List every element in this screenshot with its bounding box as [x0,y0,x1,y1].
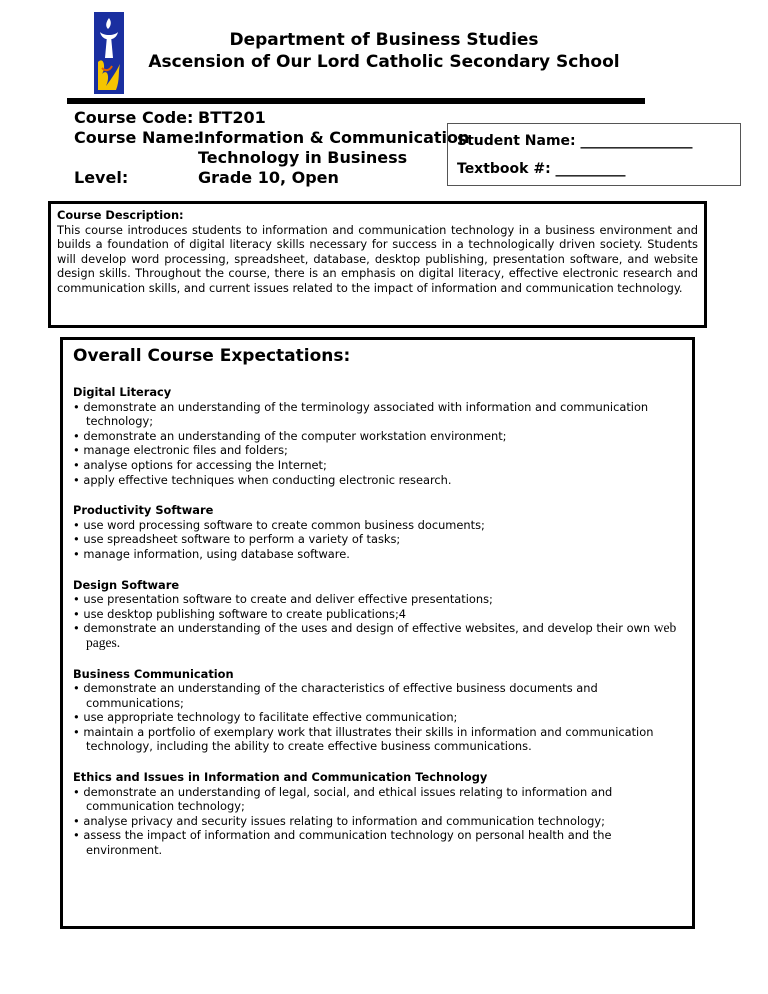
list-item: • apply effective techniques when conducting electronic research. [73,473,682,488]
list-item: • use spreadsheet software to perform a variety of tasks; [73,532,682,547]
list-item [73,621,682,650]
course-code-value: BTT201 [198,108,266,127]
list-item: • analyse options for accessing the Internet; [73,458,682,473]
course-expectations-box [60,337,695,929]
list-item: • manage information, using database software. [73,547,682,562]
course-name-label: Course Name: [74,128,201,147]
course-code-label: Course Code: [74,108,194,127]
list-item: • use presentation software to create and deliver effective presentations; [73,592,682,607]
course-name-value-line2: Technology in Business [198,148,408,167]
course-description-title: Course Description: [57,208,184,222]
section-digital-literacy [73,385,682,487]
course-name-value-line1: Information & Communication [198,128,470,147]
header-divider [67,98,645,104]
list-item: • maintain a portfolio of exemplary work that illustrates their skills in information and communication technology, including the ability to create effective business communications. [73,725,682,754]
section-title: Productivity Software [73,503,214,518]
section-title: Digital Literacy [73,385,172,399]
section-design-software [73,578,682,651]
list-item: • assess the impact of information and communication technology on personal health and the environment. [73,828,682,857]
section-title: Ethics and Issues in Information and Communication Technology [73,770,488,785]
list-item: • demonstrate an understanding of legal, social, and ethical issues relating to information and communication technology; [73,785,682,814]
expectations-title: Overall Course Expectations: [73,346,351,366]
list-item-text-end: web pages. [86,620,677,650]
list-item-text: demonstrate an understanding of the uses and design of effective websites, and develop their own [83,621,651,636]
textbook-number-field[interactable]: Textbook #: __________ [457,161,626,177]
list-item: • demonstrate an understanding of the terminology associated with information and communication technology; [73,400,682,429]
school-name-heading: Ascension of Our Lord Catholic Secondary School [148,52,620,72]
list-item: • use word processing software to create common business documents; [73,518,682,533]
section-title: Business Communication [73,666,234,681]
course-description-box [48,201,707,328]
department-heading: Department of Business Studies [229,30,539,50]
list-item: • use appropriate technology to facilitate effective communication; [73,710,682,725]
section-productivity-software [73,503,682,561]
list-item: • manage electronic files and folders; [73,443,682,458]
list-item: • demonstrate an understanding of the computer workstation environment; [73,429,682,444]
course-description-text: This course introduces students to information and communication technology in a business environment and builds a foundation of digital literacy skills necessary for success in a technologically driven society. Students will develop word processing, spreadsheet, database, desktop publishing, presentation software, and website design skills. Throughout the course, there is an emphasis on digital literacy, effective electronic research and communication skills, and current issues related to the impact of information and communication technology. [57,222,698,295]
section-title: Design Software [73,577,180,592]
student-name-field[interactable]: Student Name: ________________ [457,133,693,149]
list-item: • use desktop publishing software to create publications;4 [73,607,682,622]
level-value: Grade 10, Open [198,168,339,187]
section-business-communication [73,667,682,755]
level-label: Level: [74,168,129,187]
student-info-box [447,123,741,186]
list-item: • analyse privacy and security issues relating to information and communication technology; [73,814,682,829]
section-ethics-and-issues [73,770,682,858]
list-item: • demonstrate an understanding of the characteristics of effective business documents and communications; [73,681,682,710]
